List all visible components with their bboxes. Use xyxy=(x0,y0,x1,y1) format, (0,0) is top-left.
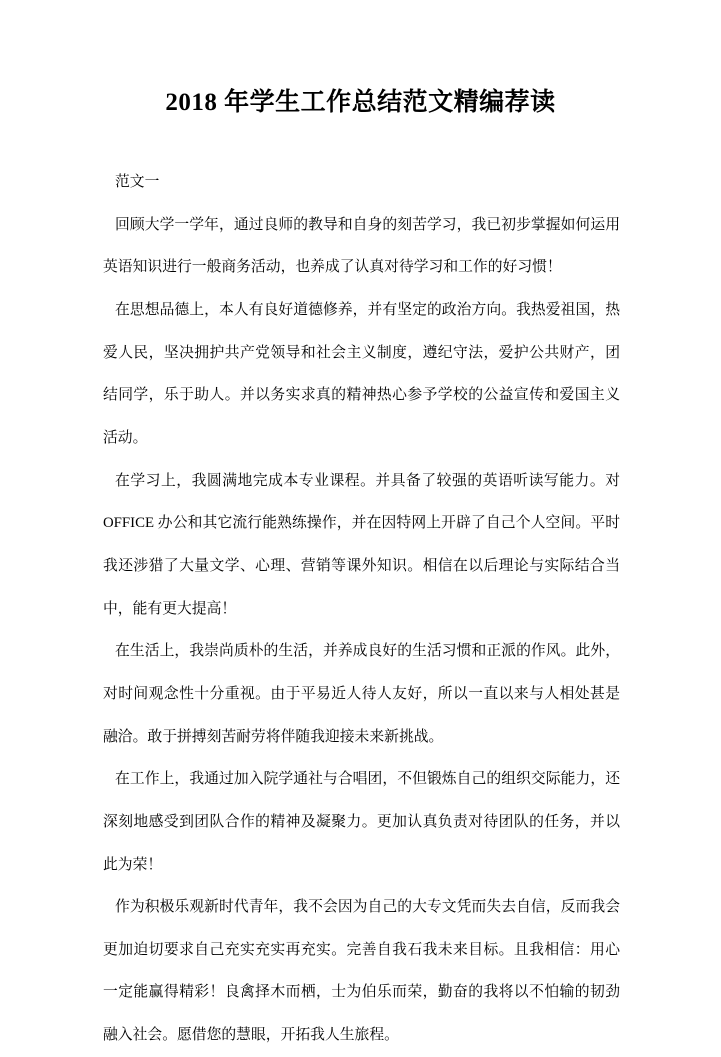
paragraph: 在工作上，我通过加入院学通社与合唱团，不但锻炼自己的组织交际能力，还深刻地感受到团队合作的精神及凝聚力。更加认真负责对待团队的任务，并以此为荣！ xyxy=(103,771,620,873)
paragraph: 回顾大学一学年，通过良师的教导和自身的刻苦学习，我已初步掌握如何运用英语知识进行一般商务活动，也养成了认真对待学习和工作的好习惯！ xyxy=(103,216,620,276)
paragraph: 作为积极乐观新时代青年，我不会因为自己的大专文凭而失去自信，反而我会更加迫切要求自己充实充实再充实。完善自我石我未来目标。且我相信：用心一定能赢得精彩！良禽择木而栖，士为伯乐而荣，勤奋的我将以不怕输的韧劲融入社会。愿借您的慧眼，开拓我人生旅程。 xyxy=(103,899,620,1044)
section-label: 范文一 xyxy=(115,174,160,190)
document-title: 2018 年学生工作总结范文精编荐读 xyxy=(165,89,556,116)
paragraph: 在生活上，我崇尚质朴的生活，并养成良好的生活习惯和正派的作风。此外，对时间观念性十分重视。由于平易近人待人友好，所以一直以来与人相处甚是融洽。敢于拼搏刻苦耐劳将伴随我迎接未来新挑战。 xyxy=(103,643,620,745)
paragraph: 在思想品德上，本人有良好道德修养，并有坚定的政治方向。我热爱祖国，热爱人民，坚决拥护共产党领导和社会主义制度，遵纪守法，爱护公共财产，团结同学，乐于助人。并以务实求真的精神热心参予学校的公益宣传和爱国主义活动。 xyxy=(103,301,620,446)
paragraph: 在学习上，我圆满地完成本专业课程。并具备了较强的英语听读写能力。对OFFICE 办公和其它流行能熟练操作，并在因特网上开辟了自己个人空间。平时我还涉猎了大量文学、心理、营销等课外知识。相信在以后理论与实际结合当中，能有更大提高！ xyxy=(103,472,620,617)
document-body xyxy=(103,161,620,1057)
